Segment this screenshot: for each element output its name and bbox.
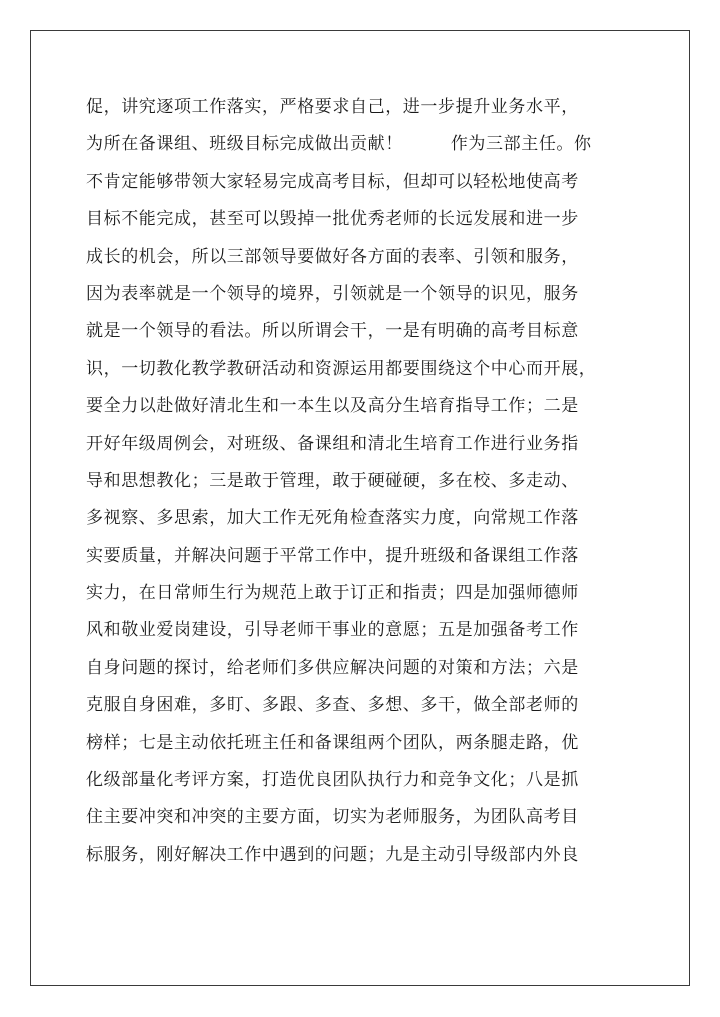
text-line: 自身问题的探讨，给老师们多供应解决问题的对策和方法；六是 xyxy=(86,657,579,678)
text-line: 实力，在日常师生行为规范上敢于订正和指责；四是加强师德师 xyxy=(86,583,579,604)
text-line: 不肯定能够带领大家轻易完成高考目标，但却可以轻松地使高考 xyxy=(86,171,579,192)
text-line: 要全力以赴做好清北生和一本生以及高分生培育指导工作；二是 xyxy=(86,396,579,417)
text-line: 多视察、多思索，加大工作无死角检查落实力度，向常规工作落 xyxy=(86,508,579,529)
body-paragraph xyxy=(86,94,646,879)
text-line: 开好年级周例会，对班级、备课组和清北生培育工作进行业务指 xyxy=(86,433,579,454)
text-line: 导和思想教化；三是敢于管理，敢于硬碰硬，多在校、多走动、 xyxy=(86,470,579,491)
text-line: 就是一个领导的看法。所以所谓会干，一是有明确的高考目标意 xyxy=(86,321,579,342)
text-line: 实要质量，并解决问题于平常工作中，提升班级和备课组工作落 xyxy=(86,545,579,566)
text-line: 目标不能完成，甚至可以毁掉一批优秀老师的长远发展和进一步 xyxy=(86,209,579,230)
text-line: 标服务，刚好解决工作中遇到的问题；九是主动引导级部内外良 xyxy=(86,844,579,865)
text-line: 成长的机会，所以三部领导要做好各方面的表率、引领和服务， xyxy=(86,246,579,267)
text-line: 榜样；七是主动依托班主任和备课组两个团队，两条腿走路，优 xyxy=(86,732,579,753)
text-line: 住主要冲突和冲突的主要方面，切实为老师服务，为团队高考目 xyxy=(86,807,579,828)
text-line: 促，讲究逐项工作落实，严格要求自己，进一步提升业务水平， xyxy=(86,97,579,117)
text-line: 识，一切教化教学教研活动和资源运用都要围绕这个中心而开展， xyxy=(86,358,597,379)
text-line: 为所在备课组、班级目标完成做出贡献！ 作为三部主任。你 xyxy=(86,134,592,155)
text-line: 风和敬业爱岗建设，引导老师干事业的意愿；五是加强备考工作 xyxy=(86,620,579,641)
text-line: 因为表率就是一个领导的境界，引领就是一个领导的识见，服务 xyxy=(86,283,579,304)
text-line: 化级部量化考评方案，打造优良团队执行力和竞争文化；八是抓 xyxy=(86,770,579,791)
text-line: 克服自身困难，多盯、多跟、多查、多想、多干，做全部老师的 xyxy=(86,695,579,716)
